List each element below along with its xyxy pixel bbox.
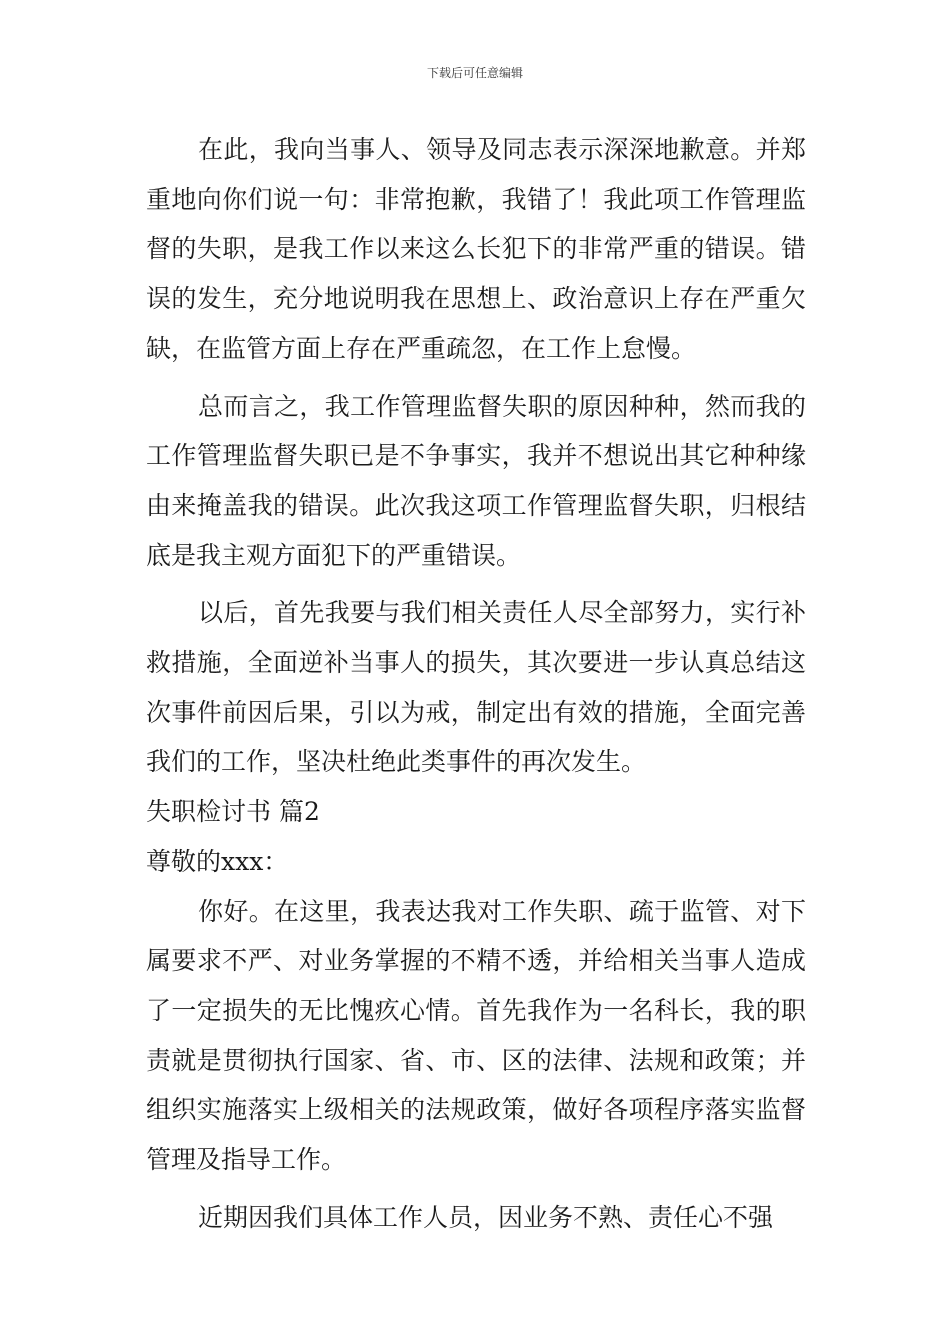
paragraph-greeting: 你好。在这里，我表达我对工作失职、疏于监管、对下属要求不严、对业务掌握的不精不透，并给相关当事人造成了一定损失的无比愧疚心情。首先我作为一名科长，我的职责就是贯彻执行国家、省、市、区的法律、法规和政策；并组织实施落实上级相关的法规政策，做好各项程序落实监督管理及指导工作。 xyxy=(146,896,806,1175)
document-body xyxy=(146,125,806,1242)
section-title: 失职检讨书 篇2 xyxy=(146,797,320,827)
paragraph-remedy: 以后，首先我要与我们相关责任人尽全部努力，实行补救措施，全面逆补当事人的损失，其次要进一步认真总结这次事件前因后果，引以为戒，制定出有效的措施，全面完善我们的工作，坚决杜绝此类事件的再次发生。 xyxy=(146,598,806,777)
salutation: 尊敬的xxx： xyxy=(146,846,289,876)
paragraph-summary: 总而言之，我工作管理监督失职的原因种种，然而我的工作管理监督失职已是不争事实，我并不想说出其它种种缘由来掩盖我的错误。此次我这项工作管理监督失职，归根结底是我主观方面犯下的严重错误。 xyxy=(146,391,806,570)
paragraph-apology: 在此，我向当事人、领导及同志表示深深地歉意。并郑重地向你们说一句：非常抱歉，我错了！我此项工作管理监督的失职，是我工作以来这么长犯下的非常严重的错误。错误的发生，充分地说明我在思想上、政治意识上存在严重欠缺，在监管方面上存在严重疏忽，在工作上怠慢。 xyxy=(146,135,806,363)
paragraph-recent: 近期因我们具体工作人员，因业务不熟、责任心不强 xyxy=(198,1202,774,1232)
page-header-note: 下载后可任意编辑 xyxy=(426,66,523,80)
